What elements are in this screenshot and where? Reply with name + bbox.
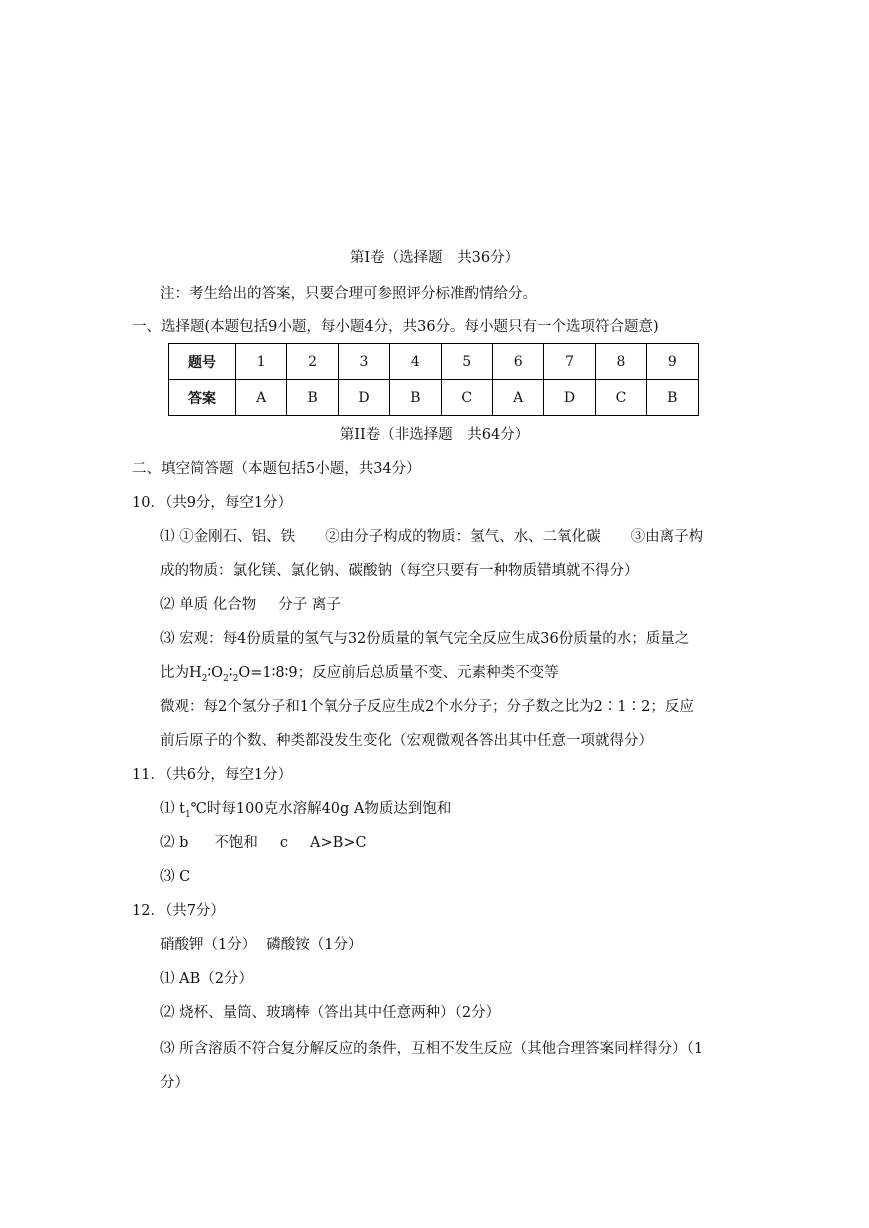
table-row [169, 380, 699, 416]
q10-micro-cont: 前后原子的个数、种类都没发生变化（宏观微观各答出其中任意一项就得分） [160, 733, 653, 749]
part1-title: 第Ⅰ卷（选择题 共36分） [349, 250, 520, 266]
q10-part1-cont: 成的物质：氯化镁、氯化钠、碳酸钠（每空只要有一种物质错填就不得分） [160, 563, 639, 579]
q11-part2-d: A>B>C [310, 835, 367, 851]
q11-part2-b: 不饱和 [214, 835, 258, 851]
answer-table [168, 343, 699, 416]
q10-part1-a: ⑴ ①金刚石、铝、铁 [160, 529, 296, 545]
q12-part0 [160, 935, 362, 955]
question-number: 8 [595, 344, 646, 380]
q11-heading: 11．（共6分，每空1分） [132, 767, 293, 783]
q10-part3-cont [160, 663, 559, 685]
q10-part3-cont-d: O=1∶8∶9；反应前后总质量不变、元素种类不变等 [238, 665, 559, 681]
q10-part2-b: 分子 离子 [278, 597, 341, 613]
q11-part2 [160, 833, 367, 853]
q11-part1 [160, 799, 451, 821]
q11-part1-a: ⑴ t [160, 801, 185, 817]
answer-cell: D [544, 380, 595, 416]
question-number: 1 [236, 344, 287, 380]
q12-heading: 12．（共7分） [132, 903, 225, 919]
q10-sub1: 2 [201, 674, 208, 684]
q11-part3: ⑶ C [160, 869, 191, 885]
q12-part3-cont: 分） [160, 1075, 189, 1091]
q10-part1-b: ②由分子构成的物质：氢气、水、二氧化碳 [325, 529, 601, 545]
answer-cell: D [338, 380, 389, 416]
answer-cell: C [441, 380, 492, 416]
question-number: 5 [441, 344, 492, 380]
question-number: 7 [544, 344, 595, 380]
q10-sub3: 2 [232, 674, 239, 684]
row-header-number: 题号 [169, 344, 236, 380]
q12-part2: ⑵ 烧杯、量筒、玻璃棒（答出其中任意两种）（2分） [160, 1005, 501, 1021]
question-number: 9 [647, 344, 698, 380]
q10-part3-cont-a: 比为H [160, 665, 202, 681]
section2-heading: 二、填空简答题（本题包括5小题，共34分） [132, 461, 421, 477]
question-number: 6 [492, 344, 543, 380]
q10-part3-cont-c: ∶ [228, 665, 233, 681]
q12-part0-b: 磷酸铵（1分） [266, 937, 363, 953]
q10-heading: 10．（共9分，每空1分） [132, 495, 293, 511]
q10-part2 [160, 595, 341, 615]
q10-sub2: 2 [223, 674, 229, 684]
q12-part3: ⑶ 所含溶质不符合复分解反应的条件，互相不发生反应（其他合理答案同样得分）（1 [160, 1041, 704, 1057]
answer-cell: B [390, 380, 441, 416]
q12-part1: ⑴ AB（2分） [160, 971, 253, 987]
q10-part3-cont-b: ∶O [207, 665, 224, 681]
table-row [169, 344, 699, 380]
question-number: 2 [287, 344, 338, 380]
section1-heading: 一、选择题(本题包括9小题，每小题4分，共36分。每小题只有一个选项符合题意) [132, 319, 659, 335]
q10-part2-a: ⑵ 单质 化合物 [160, 597, 257, 613]
q11-part1-b: ℃时每100克水溶解40g A物质达到饱和 [190, 801, 452, 817]
q12-part0-a: 硝酸钾（1分） [160, 937, 257, 953]
q10-part1 [160, 527, 703, 547]
question-number: 4 [390, 344, 441, 380]
q10-part3: ⑶ 宏观：每4份质量的氢气与32份质量的氧气完全反应生成36份质量的水；质量之 [160, 631, 690, 647]
answer-cell: B [647, 380, 698, 416]
answer-cell: A [492, 380, 543, 416]
answer-cell: C [595, 380, 646, 416]
q11-part2-a: ⑵ b [160, 835, 189, 851]
q10-part1-c: ③由离子构 [630, 529, 704, 545]
scoring-note: 注：考生给出的答案，只要合理可参照评分标准酌情给分。 [160, 286, 537, 302]
part2-title: 第II卷（非选择题 共64分） [339, 427, 530, 443]
answer-cell: B [287, 380, 338, 416]
q11-part2-c: c [279, 835, 289, 851]
row-header-answer: 答案 [169, 380, 236, 416]
question-number: 3 [338, 344, 389, 380]
answer-cell: A [236, 380, 287, 416]
q11-sub1: 1 [184, 810, 191, 820]
q10-micro: 微观：每2个氢分子和1个氧分子反应生成2个水分子；分子数之比为2∶1∶2；反应 [160, 699, 694, 715]
